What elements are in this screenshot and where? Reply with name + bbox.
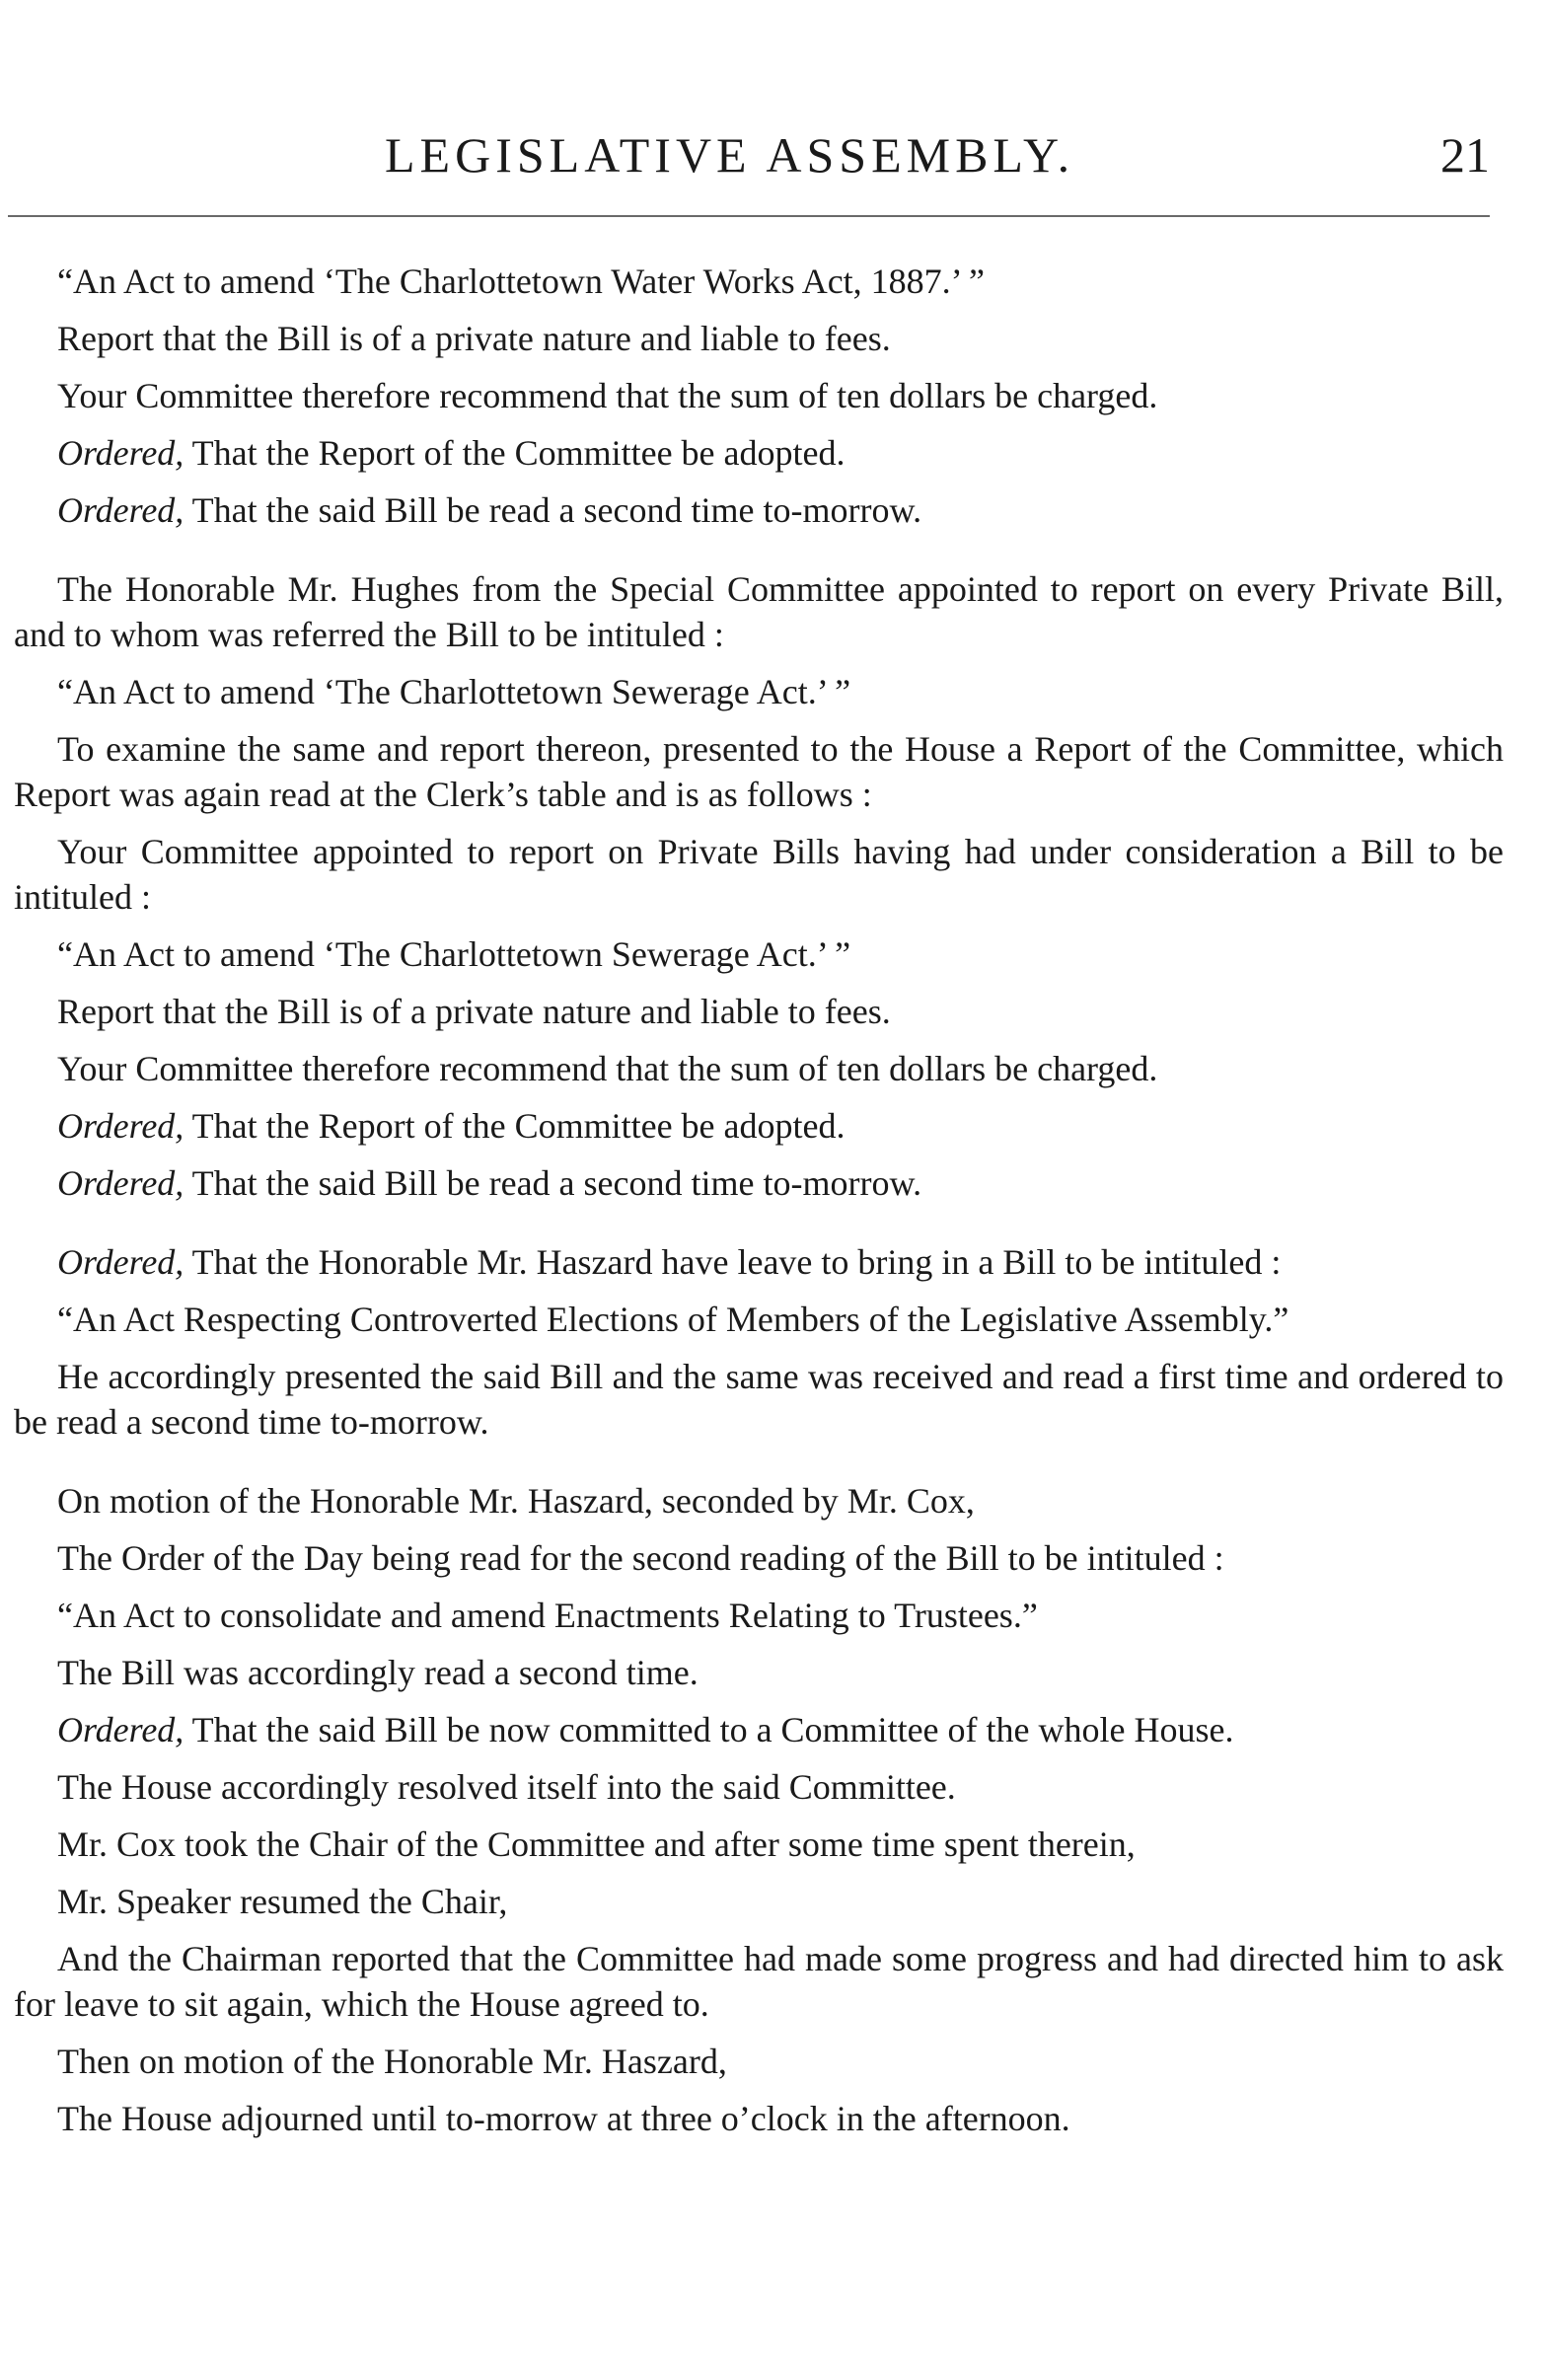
paragraph: “An Act to consolidate and amend Enactments Relating to Trustees.” xyxy=(57,1596,1038,1635)
paragraph: Ordered, That the Report of the Committee be adopted. xyxy=(57,433,846,473)
paragraph: To examine the same and report thereon, presented to the House a Report of the Committee, which Report was again read at the Clerk’s table and is as follows : xyxy=(14,729,1504,814)
header-rule xyxy=(8,215,1490,217)
paragraph: “An Act to amend ‘The Charlottetown Sewerage Act.’ ” xyxy=(57,934,851,974)
paragraph: Ordered, That the said Bill be read a second time to-morrow. xyxy=(57,490,922,530)
paragraph: The Bill was accordingly read a second time. xyxy=(57,1653,699,1692)
paragraph: Ordered, That the said Bill be read a second time to-morrow. xyxy=(57,1163,922,1203)
paragraph: He accordingly presented the said Bill and the same was received and read a first time and ordered to be read a second time to-morrow. xyxy=(14,1357,1504,1442)
paragraph: On motion of the Honorable Mr. Haszard, seconded by Mr. Cox, xyxy=(57,1481,975,1521)
paragraph: The Order of the Day being read for the second reading of the Bill to be intituled : xyxy=(57,1538,1224,1578)
paragraph: Your Committee therefore recommend that the sum of ten dollars be charged. xyxy=(57,1049,1158,1088)
page-header xyxy=(0,126,1545,186)
paragraph: And the Chairman reported that the Committee had made some progress and had directed him to ask for leave to sit again, which the House agreed to. xyxy=(14,1939,1504,2024)
paragraph: The House adjourned until to-morrow at three o’clock in the afternoon. xyxy=(57,2099,1070,2138)
paragraph: The House accordingly resolved itself into the said Committee. xyxy=(57,1767,956,1807)
paragraph: The Honorable Mr. Hughes from the Special Committee appointed to report on every Private Bill, and to whom was referred the Bill to be intituled : xyxy=(14,569,1504,654)
paragraph: Ordered, That the Honorable Mr. Haszard have leave to bring in a Bill to be intituled : xyxy=(57,1242,1282,1282)
paragraph: Your Committee therefore recommend that the sum of ten dollars be charged. xyxy=(57,376,1158,415)
body-text xyxy=(14,259,1504,2153)
paragraph: “An Act to amend ‘The Charlottetown Water Works Act, 1887.’ ” xyxy=(57,261,985,301)
paragraph: Mr. Speaker resumed the Chair, xyxy=(57,1882,508,1921)
paragraph: Ordered, That the said Bill be now committed to a Committee of the whole House. xyxy=(57,1710,1234,1749)
paragraph: Report that the Bill is of a private nature and liable to fees. xyxy=(57,319,891,358)
running-title: LEGISLATIVE ASSEMBLY. xyxy=(385,127,1075,183)
paragraph: “An Act to amend ‘The Charlottetown Sewerage Act.’ ” xyxy=(57,672,851,711)
paragraph: Mr. Cox took the Chair of the Committee and after some time spent therein, xyxy=(57,1824,1136,1864)
paragraph: Report that the Bill is of a private nature and liable to fees. xyxy=(57,992,891,1031)
page-number: 21 xyxy=(1440,127,1490,183)
paragraph: Then on motion of the Honorable Mr. Haszard, xyxy=(57,2042,727,2081)
paragraph: “An Act Respecting Controverted Elections of Members of the Legislative Assembly.” xyxy=(57,1300,1289,1339)
paragraph: Ordered, That the Report of the Committee be adopted. xyxy=(57,1106,846,1146)
paragraph: Your Committee appointed to report on Private Bills having had under consideration a Bill to be intituled : xyxy=(14,832,1504,917)
